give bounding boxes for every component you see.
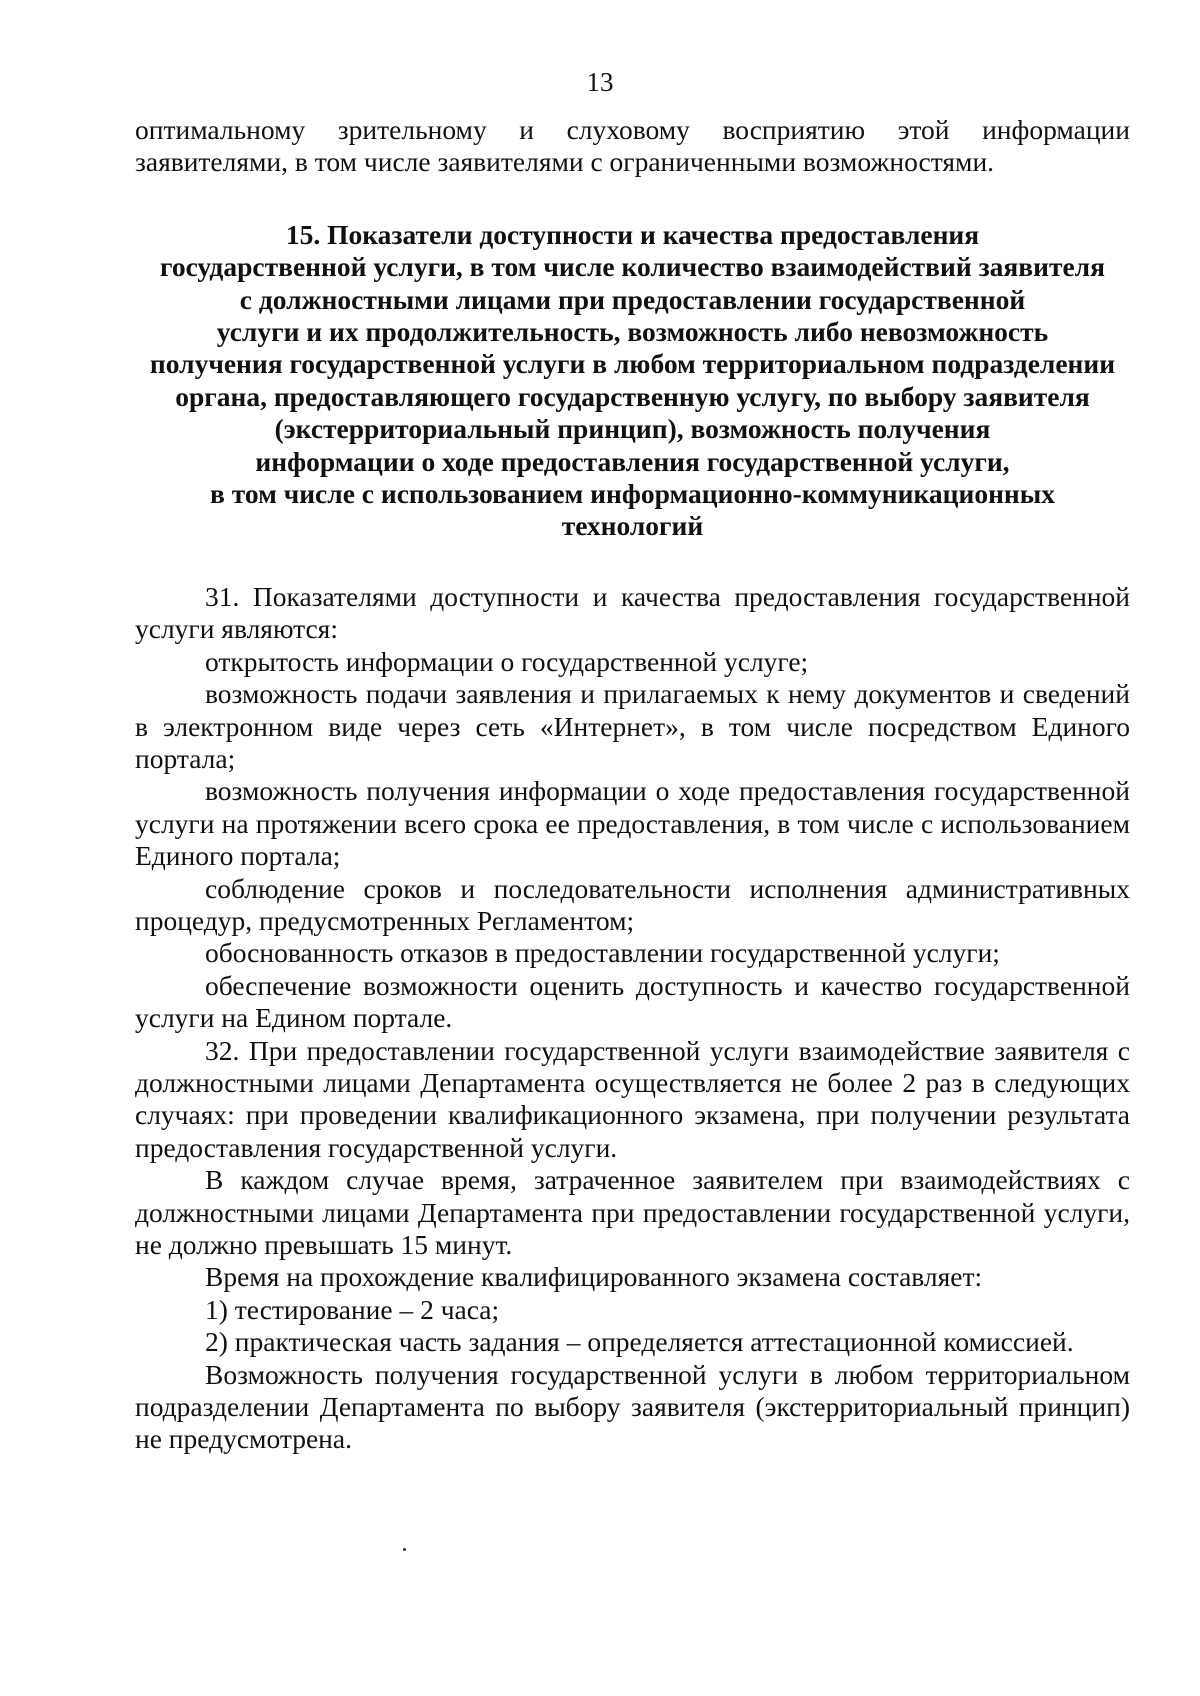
scan-speck <box>403 1548 406 1551</box>
heading-line: в том числе с использованием информационно-коммуникационных <box>210 478 1055 510</box>
paragraph: Возможность получения государственной услуги в любом территориальном подразделении Департамента по выбору заявителя (экстерриториальный принцип) не предусмотрена. <box>135 1358 1130 1455</box>
list-item: обоснованность отказов в предоставлении государственной услуги; <box>205 937 1000 969</box>
heading-line: 15. Показатели доступности и качества предоставления <box>285 218 980 250</box>
heading-line: получения государственной услуги в любом территориальном подразделении <box>149 348 1116 380</box>
list-item: соблюдение сроков и последовательности исполнения административных процедур, предусмотренных Регламентом; <box>135 872 1130 936</box>
document-content <box>135 114 1130 1456</box>
paragraph-32: 32. При предоставлении государственной услуги взаимодействие заявителя с должностными лицами Департамента осуществляется не более 2 раз в следующих случаях: при проведении квалификационного экзамена, при получении результата предоставления государственной услуги. <box>135 1034 1130 1163</box>
heading-line: информации о ходе предоставления государственной услуги, <box>255 445 1010 477</box>
list-item: возможность подачи заявления и прилагаемых к нему документов и сведений в электронном виде через сеть «Интернет», в том числе посредством Единого портала; <box>135 678 1130 774</box>
list-item: открытость информации о государственной услуге; <box>205 645 809 677</box>
page-number: 13 <box>586 67 614 97</box>
list-item: 1) тестирование – 2 часа; <box>205 1293 500 1325</box>
heading-line: государственной услуги, в том числе количество взаимодействий заявителя <box>160 251 1105 283</box>
paragraph-31: 31. Показателями доступности и качества предоставления государственной услуги являются: <box>135 580 1130 645</box>
intro-paragraph: оптимальному зрительному и слуховому восприятию этой информации заявителями, в том числе заявителями с ограниченными возможностями. <box>135 114 1130 178</box>
heading-line: (экстерриториальный принцип), возможность получения <box>274 413 991 445</box>
heading-line: услуги и их продолжительность, возможность либо невозможность <box>216 316 1049 348</box>
list-item: возможность получения информации о ходе предоставления государственной услуги на протяжении всего срока ее предоставления, в том числе с использованием Единого портала; <box>135 775 1130 872</box>
heading-line: органа, предоставляющего государственную услугу, по выбору заявителя <box>175 380 1090 412</box>
heading-line: с должностными лицами при предоставлении государственной <box>239 283 1026 315</box>
paragraph: В каждом случае время, затраченное заявителем при взаимодействиях с должностными лицами Департамента при предоставлении государственной услуги, не должно превышать 15 минут. <box>135 1164 1130 1260</box>
heading-line: технологий <box>561 510 704 542</box>
section-body <box>135 581 1130 1456</box>
list-item: обеспечение возможности оценить доступность и качество государственной услуги на Едином портале. <box>135 969 1130 1034</box>
paragraph: Время на прохождение квалифицированного экзамена составляет: <box>205 1261 983 1293</box>
section-heading <box>135 219 1130 543</box>
list-item: 2) практическая часть задания – определяется аттестационной комиссией. <box>205 1326 1074 1358</box>
